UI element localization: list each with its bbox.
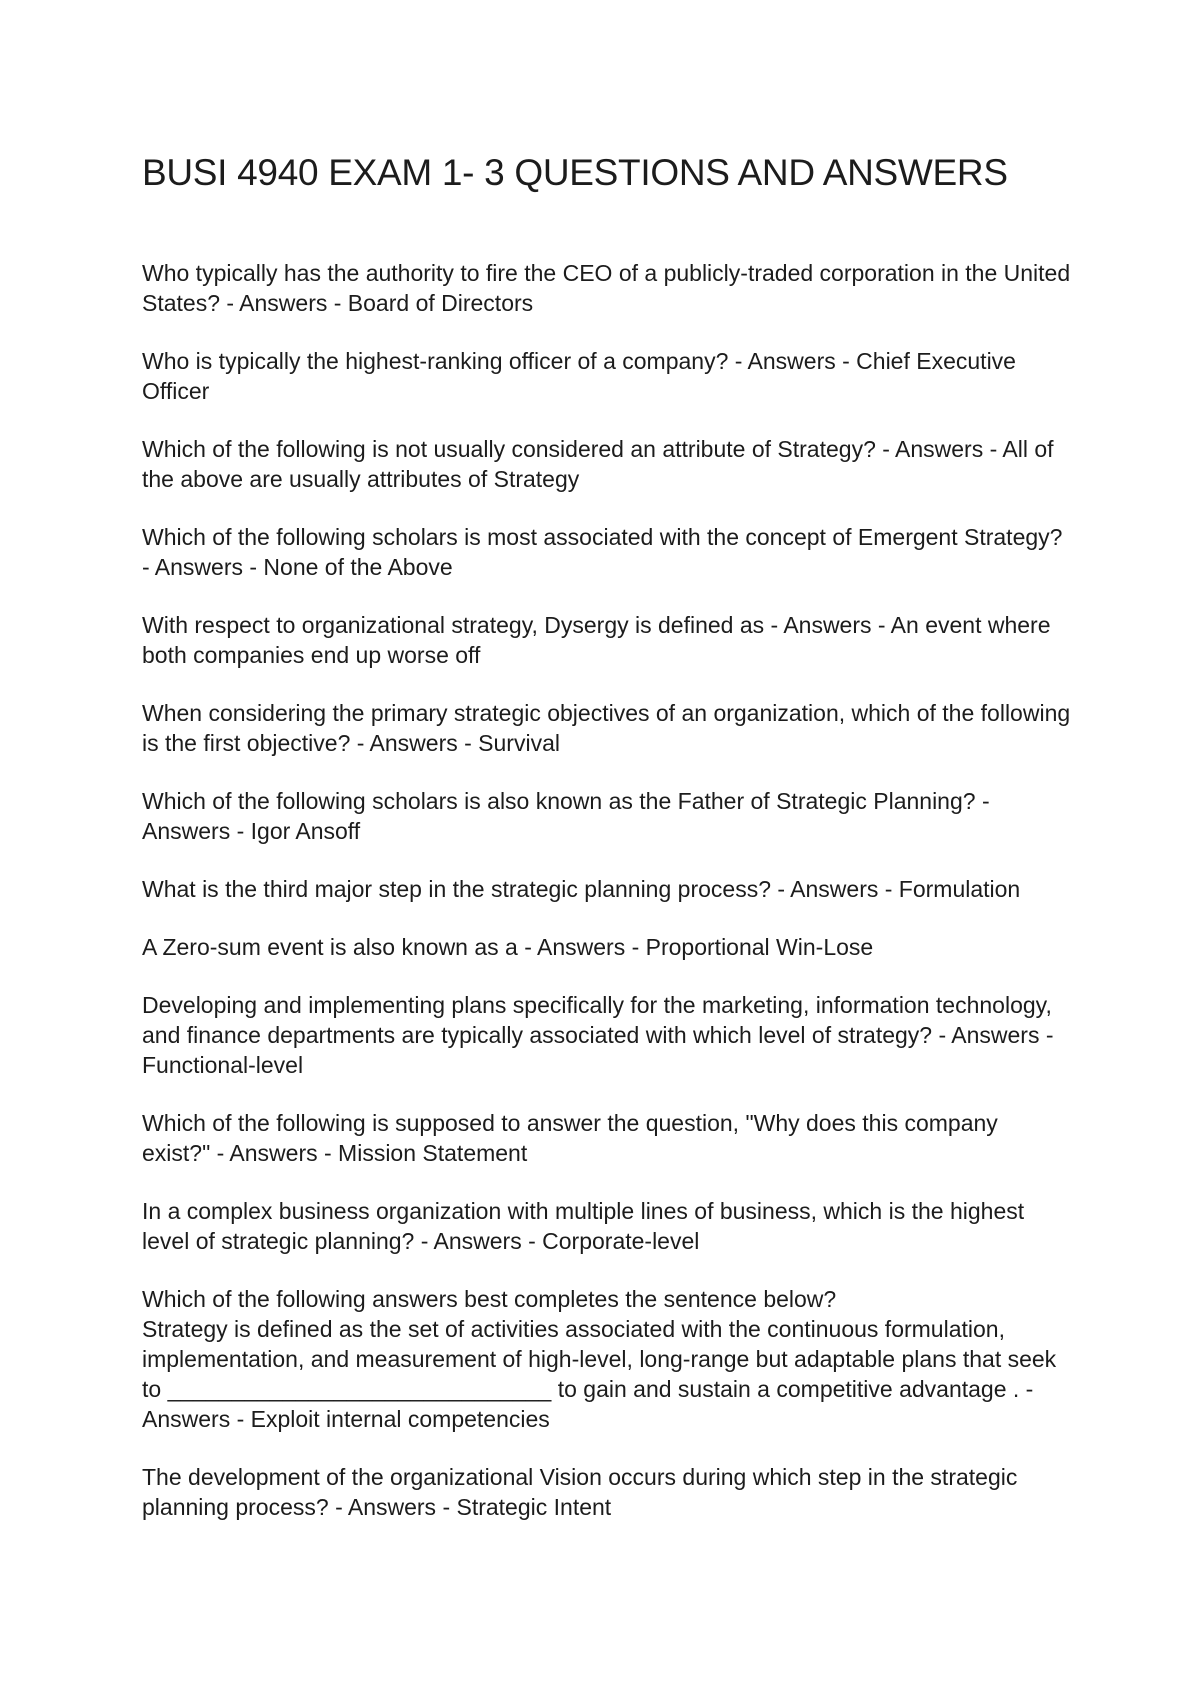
qa-item: Who is typically the highest-ranking officer of a company? - Answers - Chief Executive Officer: [142, 348, 1023, 404]
qa-list: [142, 258, 1077, 1550]
qa-item: What is the third major step in the strategic planning process? - Answers - Formulation: [142, 876, 1021, 902]
qa-item: With respect to organizational strategy, Dysergy is defined as - Answers - An event where both companies end up worse off: [142, 612, 1057, 668]
qa-item: Which of the following is not usually considered an attribute of Strategy? - Answers - All of the above are usually attributes of Strategy: [142, 436, 1060, 492]
qa-item: Who typically has the authority to fire the CEO of a publicly-traded corporation in the United States? - Answers - Board of Directors: [142, 260, 1077, 316]
qa-item: Which of the following answers best completes the sentence below? Strategy is defined as the set of activities associated with the continuous formulation, implementation, and measurement of high-level, long-range but adaptable plans that seek to ______________________________ to gain and sustain a competitive advantage . - Answers - Exploit internal competencies: [142, 1286, 1057, 1432]
qa-item: The development of the organizational Vision occurs during which step in the strategic planning process? - Answers - Strategic Intent: [142, 1464, 1024, 1520]
qa-item: Which of the following is supposed to answer the question, "Why does this company exist?" - Answers - Mission Statement: [142, 1110, 1005, 1166]
qa-item: In a complex business organization with multiple lines of business, which is the highest level of strategic planning? - Answers - Corporate-level: [142, 1198, 1031, 1254]
document-title: BUSI 4940 EXAM 1- 3 QUESTIONS AND ANSWERS: [142, 152, 1008, 193]
qa-item: Which of the following scholars is most associated with the concept of Emergent Strategy? - Answers - None of the Above: [142, 524, 1069, 580]
qa-item: When considering the primary strategic objectives of an organization, which of the following is the first objective? - Answers - Survival: [142, 700, 1077, 756]
qa-item: Which of the following scholars is also known as the Father of Strategic Planning? - Answers - Igor Ansoff: [142, 788, 995, 844]
qa-item: Developing and implementing plans specifically for the marketing, information technology, and finance departments are typically associated with which level of strategy? - Answers - Functional-level: [142, 992, 1060, 1078]
qa-item: A Zero-sum event is also known as a - Answers - Proportional Win-Lose: [142, 934, 874, 960]
